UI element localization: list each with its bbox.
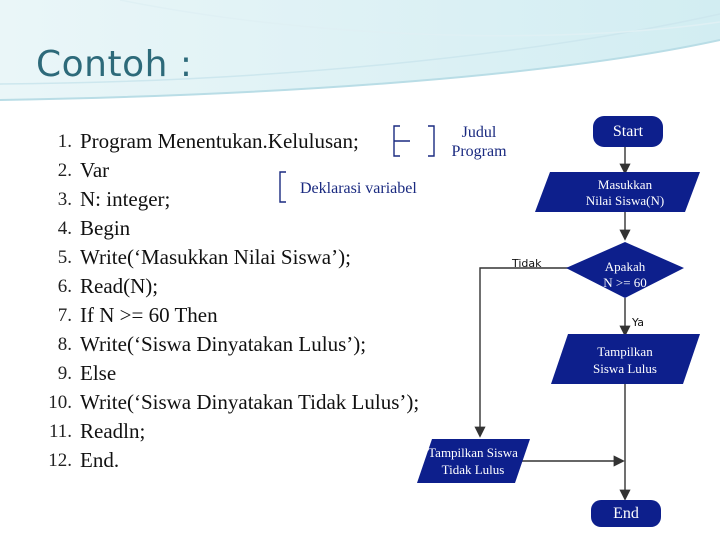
output-no-line2: Tidak Lulus xyxy=(441,462,505,477)
judul-bracket xyxy=(394,126,410,156)
code-text: Readln; xyxy=(80,419,146,443)
edge-decision-no xyxy=(480,268,568,435)
start-label: Start xyxy=(612,123,644,140)
judul-program-label xyxy=(438,123,520,161)
line-number: 11. xyxy=(48,421,72,442)
line-number: 2. xyxy=(57,160,72,181)
line-number: 12. xyxy=(48,450,72,471)
output-yes-line2: Siswa Lulus xyxy=(593,361,657,376)
input-line2: Nilai Siswa(N) xyxy=(585,193,665,208)
output-yes-label xyxy=(560,343,690,377)
code-text: Begin xyxy=(80,216,131,240)
end-label: End xyxy=(613,505,639,522)
code-text: If N >= 60 Then xyxy=(80,303,218,327)
judul-line1: Judul xyxy=(461,124,497,141)
output-no-label xyxy=(418,444,528,478)
decision-label xyxy=(575,259,675,291)
code-text: N: integer; xyxy=(80,187,171,211)
code-text: Write(‘Siswa Dinyatakan Tidak Lulus’); xyxy=(80,390,420,414)
line-number: 4. xyxy=(57,218,72,239)
judul-bracket-right xyxy=(428,126,434,156)
code-text: Write(‘Masukkan Nilai Siswa’); xyxy=(80,245,351,269)
line-number: 5. xyxy=(57,247,72,268)
judul-line2: Program xyxy=(451,143,507,160)
code-text: Var xyxy=(80,158,110,182)
decision-line2: N >= 60 xyxy=(603,275,647,290)
code-text: Program Menentukan.Kelulusan; xyxy=(80,129,359,153)
line-number: 10. xyxy=(48,392,72,413)
line-number: 9. xyxy=(57,363,72,384)
no-branch-label: Tidak xyxy=(512,257,542,270)
input-label xyxy=(550,177,700,209)
code-text: End. xyxy=(80,448,120,472)
deklarasi-label: Deklarasi variabel xyxy=(300,180,417,197)
line-number: 3. xyxy=(57,189,72,210)
code-text: Read(N); xyxy=(80,274,159,298)
line-number: 7. xyxy=(57,305,72,326)
line-number: 8. xyxy=(57,334,72,355)
output-yes-line1: Tampilkan xyxy=(597,344,653,359)
code-text: Write(‘Siswa Dinyatakan Lulus’); xyxy=(80,332,367,356)
line-number: 1. xyxy=(57,131,72,152)
input-line1: Masukkan xyxy=(597,177,653,192)
output-no-line1: Tampilkan Siswa xyxy=(428,445,518,460)
code-text: Else xyxy=(80,361,117,385)
decision-line1: Apakah xyxy=(604,259,646,274)
deklarasi-bracket xyxy=(280,172,286,202)
slide-title: Contoh : xyxy=(36,44,193,85)
line-number: 6. xyxy=(57,276,72,297)
yes-branch-label: Ya xyxy=(632,316,644,329)
